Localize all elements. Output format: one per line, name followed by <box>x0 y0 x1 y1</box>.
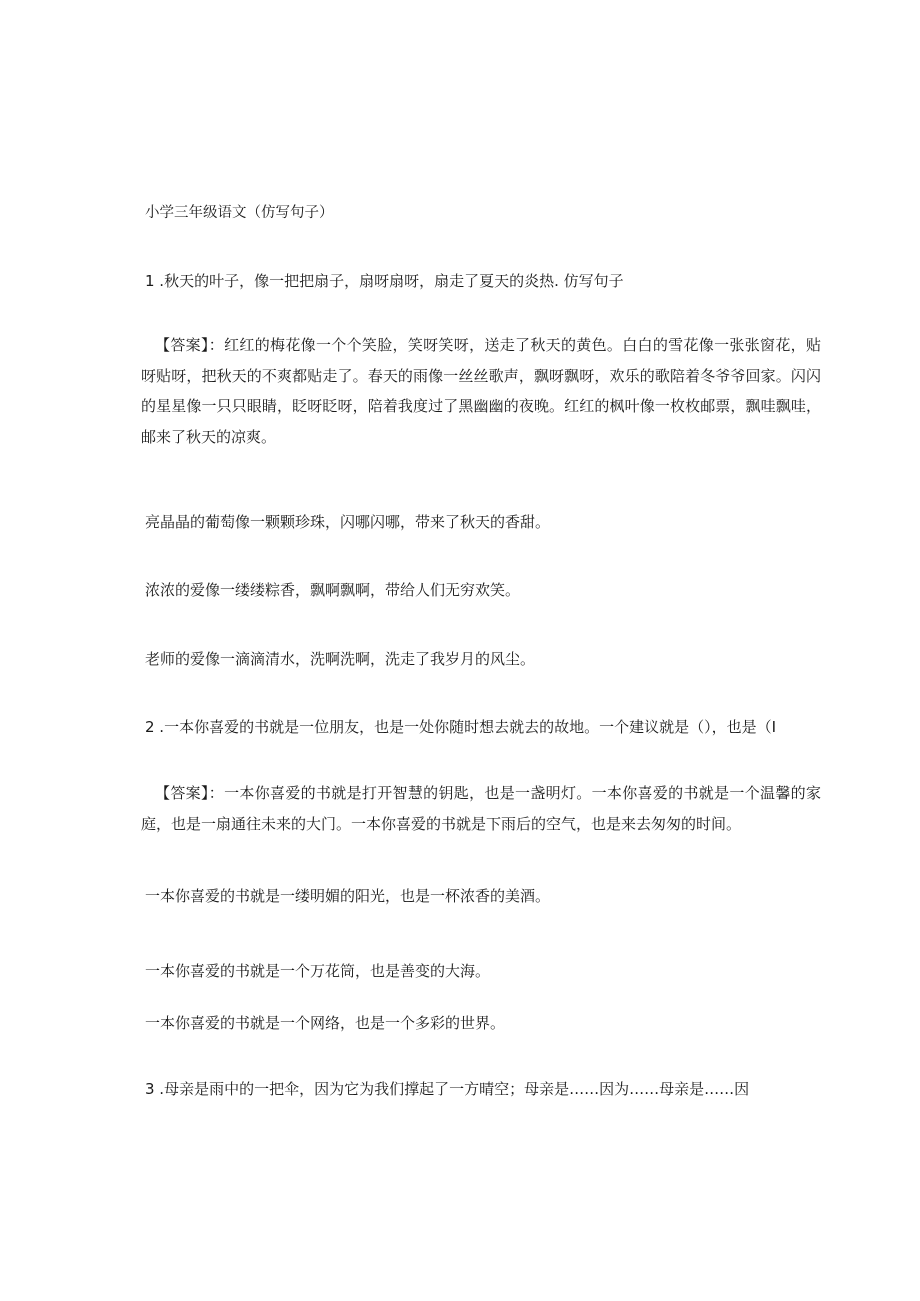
example-line: 亮晶晶的葡萄像一颗颗珍珠，闪哪闪哪，带来了秋天的香甜。 <box>145 513 551 531</box>
example-line: 一本你喜爱的书就是一缕明媚的阳光，也是一杯浓香的美酒。 <box>145 887 551 905</box>
answer-label: 【答案】 <box>155 784 209 802</box>
example-line: 一本你喜爱的书就是一个网络，也是一个多彩的世界。 <box>145 1014 506 1032</box>
question-3-prompt: 3 .母亲是雨中的一把伞，因为它为我们撑起了一方晴空；母亲是……因为……母亲是……因 <box>145 1080 750 1098</box>
question-2-prompt: 2 .一本你喜爱的书就是一位朋友，也是一处你随时想去就去的故地。一个建议就是（），也是（I <box>145 718 777 736</box>
question-2-answer <box>141 778 821 839</box>
question-1-prompt: 1 .秋天的叶子，像一把把扇子，扇呀扇呀，扇走了夏天的炎热. 仿写句子 <box>145 272 624 290</box>
question-1-answer <box>141 330 821 452</box>
example-line: 一本你喜爱的书就是一个万花筒，也是善变的大海。 <box>145 962 491 980</box>
example-line: 老师的爱像一滴滴清水，洗啊洗啊，洗走了我岁月的风尘。 <box>145 650 536 668</box>
example-line: 浓浓的爱像一缕缕粽香，飘啊飘啊，带给人们无穷欢笑。 <box>145 581 521 599</box>
answer-text: ：红红的梅花像一个个笑脸，笑呀笑呀，送走了秋天的黄色。白白的雪花像一张张窗花，贴呀贴呀，把秋天的不爽都贴走了。春天的雨像一丝丝歌声，飘呀飘呀，欢乐的歌陪着冬爷爷回家。闪闪的星星像一只只眼睛，眨呀眨呀，陪着我度过了黑幽幽的夜晚。红红的枫叶像一枚枚邮票，飘哇飘哇，邮来了秋天的凉爽。 <box>141 336 821 446</box>
answer-label: 【答案】 <box>155 336 209 354</box>
answer-text: ：一本你喜爱的书就是打开智慧的钥匙，也是一盏明灯。一本你喜爱的书就是一个温馨的家庭，也是一扇通往未来的大门。一本你喜爱的书就是下雨后的空气，也是来去匆匆的时间。 <box>141 784 821 833</box>
document-title: 小学三年级语文（仿写句子） <box>145 205 334 221</box>
